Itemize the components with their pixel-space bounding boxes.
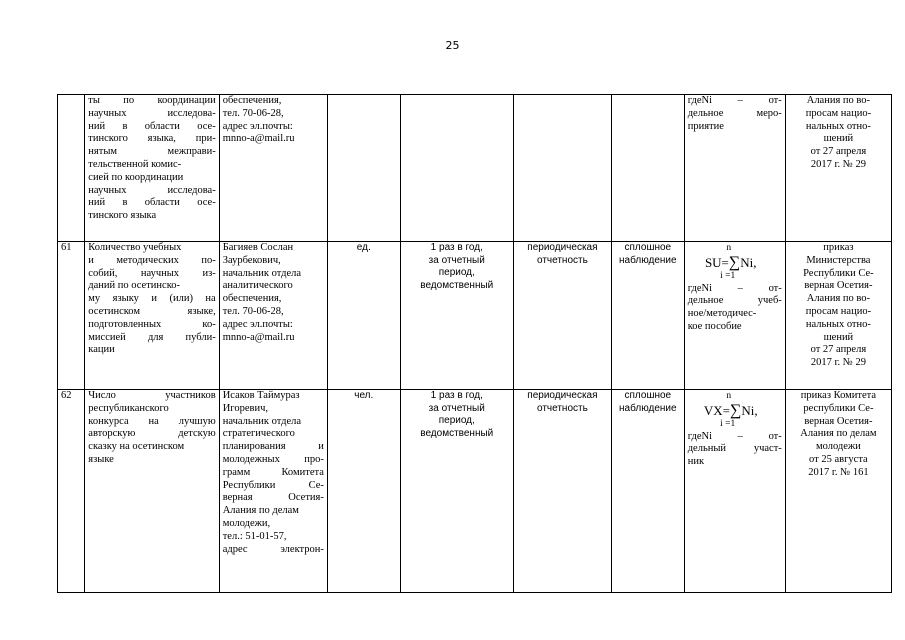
observation-type: сплошное наблюдение — [611, 242, 684, 390]
responsible-person: обеспечения, тел. 70-06-28, адрес эл.почты: mnno-a@mail.ru — [219, 95, 327, 242]
unit: чел. — [327, 390, 400, 593]
collection-method — [513, 95, 611, 242]
legal-basis: приказ Комитета республики Се- верная Осетия- Алания по делам молодежи от 25 августа 2017 г. № 161 — [785, 390, 891, 593]
table-row — [58, 242, 892, 390]
legal-basis: приказ Министерства Республики Се- верная Осетия- Алания по во- просам нацио- нальных отно- шений от 27 апреля 2017 г. № 29 — [785, 242, 891, 390]
responsible-person: Исаков Таймураз Игоревич, начальник отдела стратегического планирования и молодежных про- грамм Комитета Республики Се- верная Осетия- Алания по делам молодежи, тел.: 51-01-57, адрес электрон- — [219, 390, 327, 593]
observation-type — [611, 95, 684, 242]
row-number: 62 — [58, 390, 85, 593]
sigma-symbol: ∑ — [728, 253, 741, 271]
collection-method: периодическая отчетность — [513, 390, 611, 593]
collection-method: периодическая отчетность — [513, 242, 611, 390]
frequency: 1 раз в год, за отчетный период, ведомственный — [400, 242, 513, 390]
row-number: 61 — [58, 242, 85, 390]
row-number — [58, 95, 85, 242]
indicator-name: ты по координации научных исследова- ний в области осе- тинского языка, при- нятым межправи- тельственной комис- сией по координации научных исследова- ний в области осе- тинского языка — [85, 95, 219, 242]
calculation-formula: n SU=∑Ni, i =1 гдеNi – от- дельное учеб- ное/методичес- кое пособие — [684, 242, 785, 390]
calculation-formula: n VX=∑Ni, i =1 гдеNi – от- дельный участ- ник — [684, 390, 785, 593]
table-row — [58, 95, 892, 242]
responsible-person: Багияев Сослан Заурбекович, начальник отдела аналитического обеспечения, тел. 70-06-28, адрес эл.почты: mnno-a@mail.ru — [219, 242, 327, 390]
table-row — [58, 390, 892, 593]
calculation-formula: гдеNi – от- дельное меро- приятие — [684, 95, 785, 242]
page-number: 25 — [445, 39, 460, 52]
indicator-name: Число участников республиканского конкурса на лучшую авторскую детскую сказку на осетинском языке — [85, 390, 219, 593]
observation-type: сплошное наблюдение — [611, 390, 684, 593]
sigma-symbol: ∑ — [729, 401, 742, 419]
legal-basis: Алания по во- просам нацио- нальных отно- шений от 27 апреля 2017 г. № 29 — [785, 95, 891, 242]
indicator-name: Количество учебных и методических по- собий, научных из- даний по осетинско- му языку и (или) на осетинском языке, подготовленных ко- миссией для публи- кации — [85, 242, 219, 390]
indicators-table — [57, 94, 892, 593]
frequency — [400, 95, 513, 242]
unit: ед. — [327, 242, 400, 390]
frequency: 1 раз в год, за отчетный период, ведомственный — [400, 390, 513, 593]
unit — [327, 95, 400, 242]
